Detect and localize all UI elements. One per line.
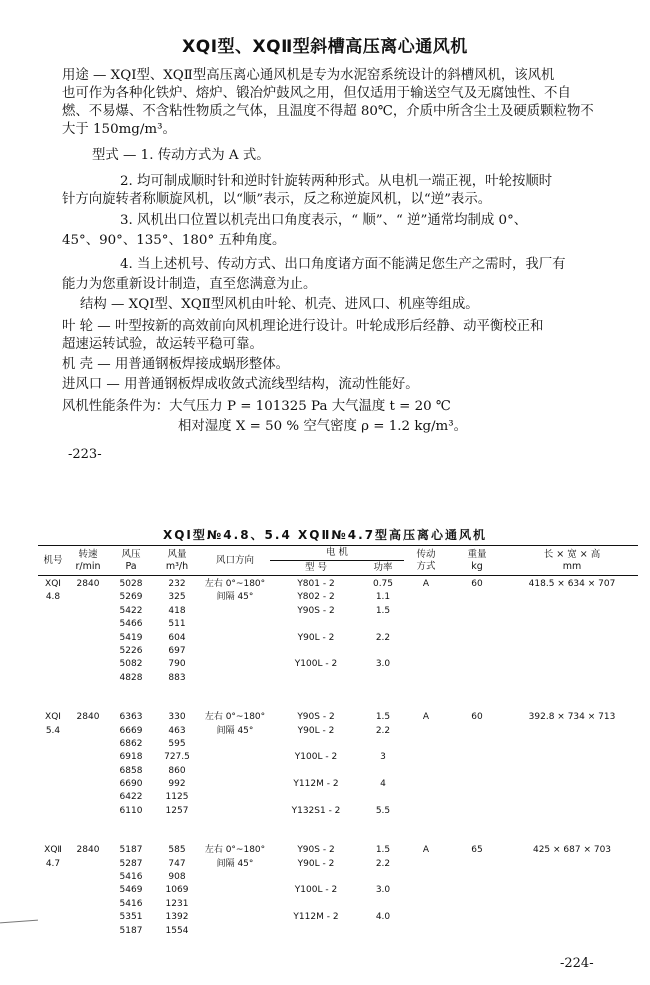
type-line-6: 4. 当上述机号、传动方式、出口角度诸方面不能满足您生产之需时，我厂有 bbox=[120, 257, 566, 272]
cell-line: 418 bbox=[168, 605, 186, 616]
cell-machine bbox=[38, 576, 68, 710]
cell-line: 间隔 45° bbox=[216, 725, 254, 736]
col-dims: 长 × 宽 × 高 mm bbox=[506, 546, 638, 576]
cell-line: 4.8 bbox=[45, 592, 61, 603]
cell-line: 1.5 bbox=[375, 712, 391, 723]
cell-line: 232 bbox=[168, 579, 186, 589]
cell-flow bbox=[154, 842, 200, 940]
cell-line: 3.0 bbox=[375, 885, 391, 896]
cell-line: 604 bbox=[168, 632, 186, 643]
margin-scratch bbox=[0, 920, 38, 924]
cell-line: A bbox=[422, 845, 430, 856]
cell-line: 747 bbox=[168, 858, 186, 869]
cell-line bbox=[270, 738, 362, 751]
structure-line: 结构 — XQⅠ型、XQⅡ型风机由叶轮、机壳、进风口、机座等组成。 bbox=[80, 297, 479, 312]
table-row bbox=[38, 576, 638, 710]
cell-line: 585 bbox=[168, 845, 186, 856]
col-motor: 电 机 bbox=[270, 546, 404, 561]
cell-outlet bbox=[200, 842, 270, 940]
cell-line: 1.5 bbox=[375, 605, 391, 616]
cell-line: Y90S - 2 bbox=[297, 845, 335, 856]
cell-line: 330 bbox=[168, 712, 186, 723]
cell-machine bbox=[38, 709, 68, 842]
page-number-bottom: -224- bbox=[560, 956, 594, 971]
table-row bbox=[38, 709, 638, 842]
cell-line: 325 bbox=[168, 592, 186, 603]
cell-power bbox=[362, 842, 404, 940]
cell-line: XQⅡ bbox=[44, 845, 62, 856]
cell-line: 418.5 × 634 × 707 bbox=[528, 579, 616, 589]
cell-line: 1392 bbox=[165, 912, 189, 923]
cell-line: 697 bbox=[168, 645, 186, 656]
cell-line: 2840 bbox=[76, 712, 100, 723]
cell-dims bbox=[506, 576, 638, 710]
cell-model bbox=[270, 842, 362, 940]
cell-line: Y90L - 2 bbox=[297, 725, 335, 736]
cell-model bbox=[270, 576, 362, 710]
col-motor-power: 功率 bbox=[362, 561, 404, 576]
usage-line-1: 用途 — XQⅠ型、XQⅡ型高压离心通风机是专为水泥窑系统设计的斜槽风机，该风机 bbox=[62, 68, 555, 83]
cell-line: 2.2 bbox=[375, 725, 391, 736]
cell-line: 908 bbox=[168, 872, 186, 883]
cell-line: 2.2 bbox=[375, 632, 391, 643]
cell-dims bbox=[506, 709, 638, 842]
cell-line bbox=[362, 898, 404, 911]
cell-line: 5028 bbox=[119, 579, 143, 589]
cell-line: 4828 bbox=[119, 672, 143, 683]
cell-power bbox=[362, 709, 404, 842]
cell-line: 5416 bbox=[119, 898, 143, 909]
cell-line: 4.7 bbox=[45, 858, 61, 869]
cell-line bbox=[362, 618, 404, 631]
cell-model bbox=[270, 709, 362, 842]
cell-line: 1.5 bbox=[375, 845, 391, 856]
table-title: XQⅠ型№4.8、5.4 XQⅡ№4.7型高压离心通风机 bbox=[162, 528, 488, 542]
cell-line: Y90S - 2 bbox=[297, 712, 335, 723]
page-number-top: -223- bbox=[68, 447, 102, 462]
cell-line bbox=[270, 871, 362, 884]
cell-line bbox=[362, 672, 404, 685]
cell-speed bbox=[68, 576, 108, 710]
type-line-2: 2. 均可制成顺时针和逆时针旋转两种形式。从电机一端正视，叶轮按顺时 bbox=[120, 174, 553, 189]
cell-line bbox=[270, 645, 362, 658]
cell-line: 左右 0°~180° bbox=[204, 579, 266, 589]
cell-drive bbox=[404, 576, 448, 710]
col-drive: 传动 方式 bbox=[404, 546, 448, 576]
cell-line: Y100L - 2 bbox=[294, 885, 338, 896]
cell-line: 1.1 bbox=[375, 592, 391, 603]
cell-drive bbox=[404, 709, 448, 842]
type-line-5: 45°、90°、135°、180° 五种角度。 bbox=[62, 233, 286, 248]
cell-line: A bbox=[422, 712, 430, 723]
cell-pressure bbox=[108, 842, 154, 940]
cell-line: Y100L - 2 bbox=[294, 659, 338, 670]
cell-line: 5419 bbox=[119, 632, 143, 643]
cell-line: 1257 bbox=[165, 805, 189, 816]
cell-line: 1231 bbox=[165, 898, 189, 909]
usage-line-3: 燃、不易爆、不含粘性物质之气体，且温度不得超 80℃，介质中所含尘土及硬质颗粒物不 bbox=[62, 104, 594, 119]
cell-line: 790 bbox=[168, 659, 186, 670]
col-machine: 机号 bbox=[38, 546, 68, 576]
cell-line: 左右 0°~180° bbox=[204, 845, 266, 856]
col-flow: 风量 m³/h bbox=[154, 546, 200, 576]
cell-weight bbox=[448, 576, 506, 710]
cell-line: 6862 bbox=[119, 738, 143, 749]
cell-line: 5.4 bbox=[45, 725, 61, 736]
cell-line: Y90L - 2 bbox=[297, 858, 335, 869]
cell-line: 425 × 687 × 703 bbox=[532, 845, 612, 856]
cell-line: 3.0 bbox=[375, 659, 391, 670]
cell-line: 6858 bbox=[119, 765, 143, 776]
cell-pressure bbox=[108, 709, 154, 842]
cell-line bbox=[362, 645, 404, 658]
cell-line: 0.75 bbox=[372, 579, 394, 589]
cell-line: 992 bbox=[168, 779, 186, 790]
cell-line: 2840 bbox=[76, 845, 100, 856]
cell-line: 5466 bbox=[119, 619, 143, 630]
cell-speed bbox=[68, 842, 108, 940]
type-line-4: 3. 风机出口位置以机壳出口角度表示，“ 顺”、“ 逆”通常均制成 0°、 bbox=[120, 213, 528, 228]
cell-line: A bbox=[422, 579, 430, 589]
cell-line: 463 bbox=[168, 725, 186, 736]
conditions-line-1: 风机性能条件为：大气压力 P = 101325 Pa 大气温度 t = 20 ℃ bbox=[62, 399, 451, 414]
cell-pressure bbox=[108, 576, 154, 710]
cell-line bbox=[270, 791, 362, 804]
inlet-line: 进风口 — 用普通钢板焊成收敛式流线型结构，流动性能好。 bbox=[62, 377, 419, 392]
cell-line: Y112M - 2 bbox=[293, 912, 339, 923]
cell-line: 5469 bbox=[119, 885, 143, 896]
type-line-1: 型式 — 1. 传动方式为 A 式。 bbox=[92, 148, 270, 163]
cell-outlet bbox=[200, 576, 270, 710]
cell-line: XQⅠ bbox=[45, 579, 61, 589]
cell-line: Y112M - 2 bbox=[293, 779, 339, 790]
cell-speed bbox=[68, 709, 108, 842]
cell-line bbox=[362, 871, 404, 884]
cell-line: 左右 0°~180° bbox=[204, 712, 266, 723]
cell-line: 5416 bbox=[119, 872, 143, 883]
cell-line: 5226 bbox=[119, 645, 143, 656]
cell-line bbox=[270, 765, 362, 778]
usage-line-4: 大于 150mg/m³。 bbox=[62, 122, 176, 137]
cell-line: 3 bbox=[380, 752, 386, 763]
col-speed: 转速 r/min bbox=[68, 546, 108, 576]
cell-line: Y802 - 2 bbox=[297, 592, 335, 603]
cell-line: 860 bbox=[168, 765, 186, 776]
cell-line: 5269 bbox=[119, 592, 143, 603]
cell-line: 60 bbox=[471, 712, 483, 723]
cell-line bbox=[270, 618, 362, 631]
cell-line: Y100L - 2 bbox=[294, 752, 338, 763]
cell-line bbox=[362, 738, 404, 751]
impeller-line-2: 超速运转试验，故运转平稳可靠。 bbox=[62, 337, 263, 352]
cell-line: Y801 - 2 bbox=[297, 579, 335, 589]
cell-machine bbox=[38, 842, 68, 940]
cell-line: 5287 bbox=[119, 858, 143, 869]
cell-line: Y90L - 2 bbox=[297, 632, 335, 643]
cell-line: 60 bbox=[471, 579, 483, 589]
cell-line bbox=[362, 925, 404, 938]
cell-line: XQⅠ bbox=[45, 712, 61, 723]
cell-line bbox=[270, 925, 362, 938]
cell-line: 5.5 bbox=[375, 805, 391, 816]
cell-line: 6363 bbox=[119, 712, 143, 723]
cell-line: 65 bbox=[471, 845, 483, 856]
cell-line: 2840 bbox=[76, 579, 100, 589]
col-motor-model: 型 号 bbox=[270, 561, 362, 576]
cell-line: 5187 bbox=[119, 845, 143, 856]
cell-drive bbox=[404, 842, 448, 940]
cell-line: 2.2 bbox=[375, 858, 391, 869]
cell-line: 6918 bbox=[119, 752, 143, 763]
cell-line: 5422 bbox=[119, 605, 143, 616]
cell-line: 6110 bbox=[119, 805, 143, 816]
cell-line: 1125 bbox=[165, 792, 189, 803]
cell-line: 5082 bbox=[119, 659, 143, 670]
cell-line: Y90S - 2 bbox=[297, 605, 335, 616]
cell-weight bbox=[448, 709, 506, 842]
type-line-7: 能力为您重新设计制造，直至您满意为止。 bbox=[62, 277, 317, 292]
cell-flow bbox=[154, 576, 200, 710]
cell-power bbox=[362, 576, 404, 710]
cell-line: 间隔 45° bbox=[216, 592, 254, 603]
table-row bbox=[38, 842, 638, 940]
cell-line: 1069 bbox=[165, 885, 189, 896]
cell-line: 1554 bbox=[165, 925, 189, 936]
cell-line bbox=[362, 765, 404, 778]
cell-line bbox=[270, 672, 362, 685]
usage-line-2: 也可作为各种化铁炉、熔炉、锻冶炉鼓风之用，但仅适用于输送空气及无腐蚀性、不自 bbox=[62, 86, 571, 101]
cell-line: 4 bbox=[380, 779, 386, 790]
cell-weight bbox=[448, 842, 506, 940]
cell-line bbox=[362, 791, 404, 804]
cell-line: 6422 bbox=[119, 792, 143, 803]
cell-line: 6669 bbox=[119, 725, 143, 736]
cell-line: 727.5 bbox=[164, 752, 190, 763]
col-weight: 重量 kg bbox=[448, 546, 506, 576]
conditions-line-2: 相对湿度 X = 50 % 空气密度 ρ = 1.2 kg/m³。 bbox=[178, 419, 467, 434]
cell-line bbox=[270, 898, 362, 911]
col-pressure: 风压 Pa bbox=[108, 546, 154, 576]
cell-line: 392.8 × 734 × 713 bbox=[528, 712, 616, 723]
cell-dims bbox=[506, 842, 638, 940]
cell-line: 595 bbox=[168, 738, 186, 749]
cell-line: 511 bbox=[168, 619, 186, 630]
casing-line: 机 壳 — 用普通钢板焊接成蜗形整体。 bbox=[62, 357, 290, 372]
cell-line: 间隔 45° bbox=[216, 858, 254, 869]
col-outlet: 风口方向 bbox=[200, 546, 270, 576]
type-line-3: 针方向旋转者称顺旋风机，以“顺”表示，反之称逆旋风机，以“逆”表示。 bbox=[62, 192, 492, 207]
cell-line: 6690 bbox=[119, 779, 143, 790]
page-title: XQⅠ型、XQⅡ型斜槽高压离心通风机 bbox=[182, 37, 468, 57]
cell-outlet bbox=[200, 709, 270, 842]
cell-line: 5187 bbox=[119, 925, 143, 936]
cell-line: 883 bbox=[168, 672, 186, 683]
cell-line: 4.0 bbox=[375, 912, 391, 923]
fan-spec-table bbox=[38, 545, 638, 940]
impeller-line-1: 叶 轮 — 叶型按新的高效前向风机理论进行设计。叶轮成形后经静、动平衡校正和 bbox=[62, 319, 544, 334]
cell-flow bbox=[154, 709, 200, 842]
cell-line: Y132S1 - 2 bbox=[291, 805, 341, 816]
cell-line: 5351 bbox=[119, 912, 143, 923]
